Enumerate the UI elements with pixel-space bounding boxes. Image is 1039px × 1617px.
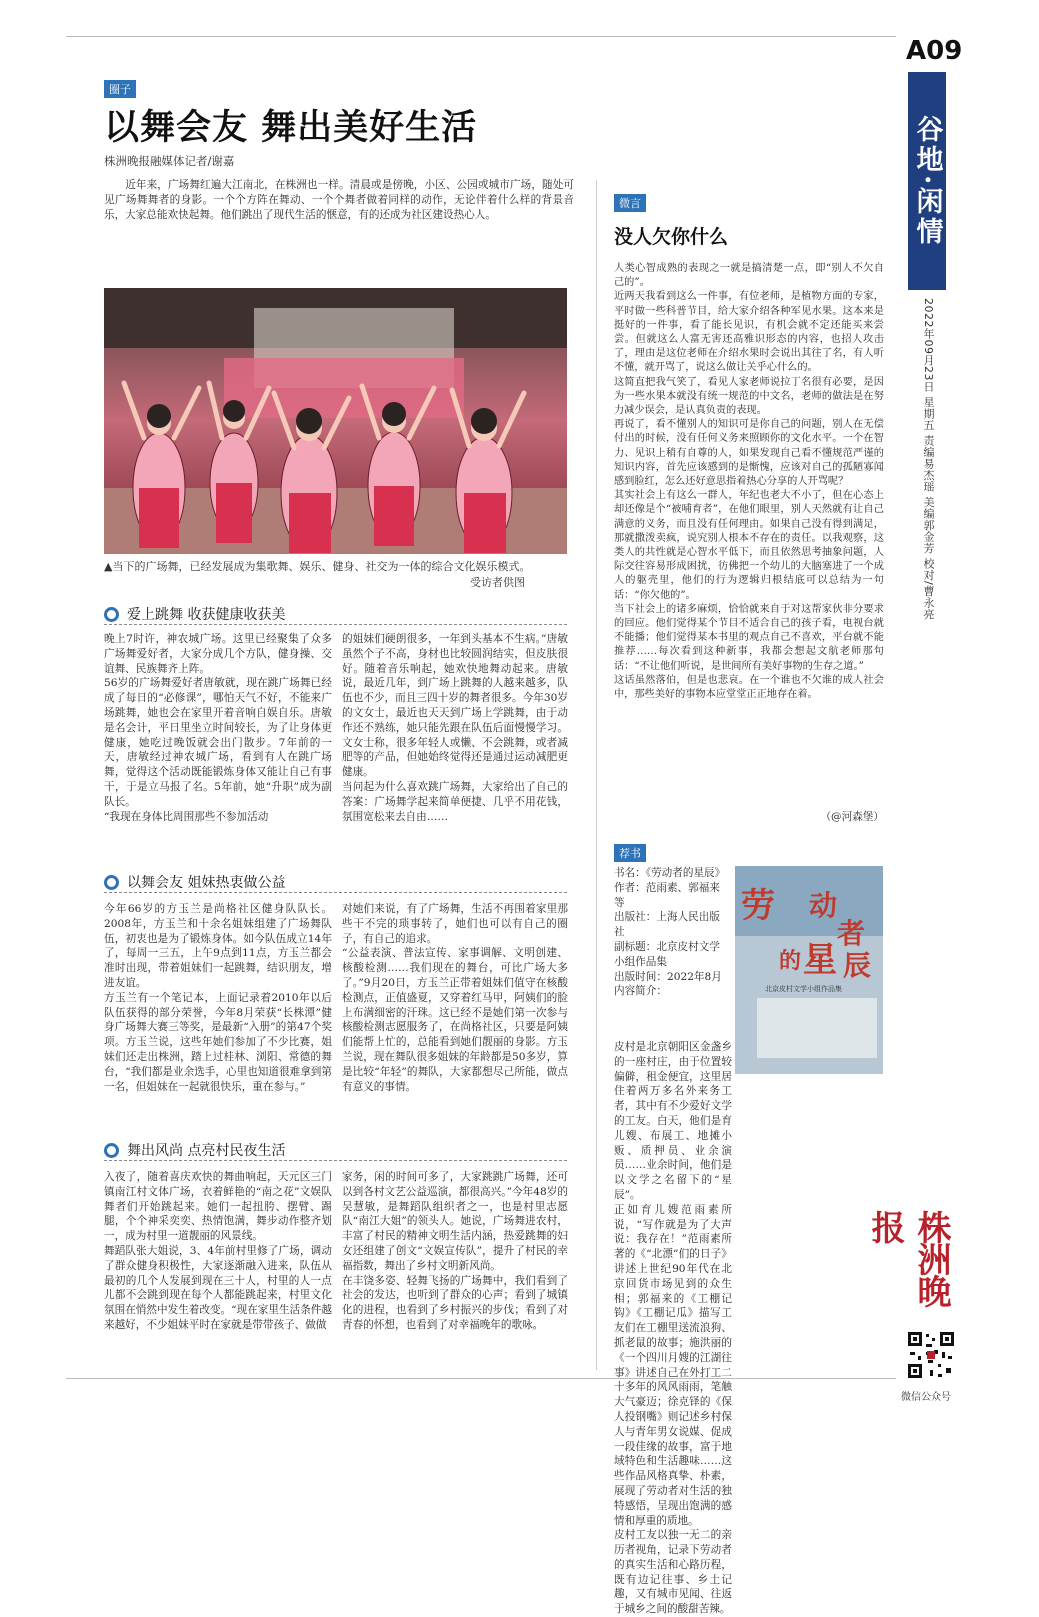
book-info-row: 副标题：北京皮村文学小组作品集 <box>614 940 720 968</box>
column-body: 人类心智成熟的表现之一就是搞清楚一点，即“别人不欠自己的”。 近两天我看到这么一件事，有位老师，是植物方面的专家，平时做一些科普节目，给大家介绍各种军见水果。这本来是挺好的一件事，看了能长见识，有机会就不定还能买来尝尝。但就这么人富无害还高雅识形态的内容，也招人攻击了，理由是这位老师在介绍水果时会说出其往了名，有人听不懂，就开骂了，说这么做让关乎心什么的。 这简直把我气笑了，看见人家老师说拉丁名很有必要，是因为一些水果本就没有统一规范的中文名，老师的做法是在努力减少误会，是认真负责的表现。 再说了，看不懂别人的知识可是你自己的问题，别人在无偿付出的时候，没有任何义务来照顾你的文化水平。一个在智力、见识上稍有自尊的人，如果发现自己看不懂规范严谨的知识内容，首先应该感到的是惭愧，应该对自己的孤陋寡闻感到脸红，怎么还好意思指着热心分享的人开骂呢？ 其实社会上有这么一群人，年纪也老大不小了，但在心态上却还像是个“被哺育者”，在他们眼里，别人天然就有让自己满意的义务，而且没有任何理由。如果自己没有得到满足，那就撒泼卖疯，说究别人根本不存在的责任。以我观察，这类人的共性就是心智水平低下，而且依然思考抽象问题，人际交往容易形成困扰，彷佛把一个幼儿的大脑塞进了一个成人的躯壳里，他们的行为逻辑归根结底可以总结为一句话：“你欠他的”。 当下社会上的诸多麻烦，恰恰就来自于对这帮家伙非分要求的回应。他们觉得某个节目不适合自己的孩子看，电视台就不能播；他们觉得某本书里的观点自己不喜欢，平台就不能推荐……每次看到这种新事，我都会想起文航老师那句话：“不让他们听说，是世间所有美好事物的生存之道。” 这话虽然落伯，但是也悲哀。在一个谁也不欠谁的成人社会中，那些美好的事物本应堂堂正正地存在着。 <box>614 263 884 701</box>
book-intro: 皮村是北京朝阳区金盏乡的一座村庄，由于位置较偏僻，租金便宜，这里居住着两万多名外来务工者，其中有不少爱好文学的工友。白天，他们是育儿嫂、布展工、地摊小贩、质押员、业余演员……业余时间，他们是以文学之名留下的“星辰”。 正如育儿嫂范雨素所说，“写作就是为了大声说：我存在！”范雨素所著的《“北漂”们的日子》讲述上世纪90年代在北京回货市场见到的众生相；郭福来的《工棚记钩》《工棚记瓜》描写工友们在工棚里送流浪狗、抓老鼠的故事；施洪丽的《一个四川月嫂的江湖往事》讲述自己在外打工二十多年的风风雨雨，笔触大气豪迈；徐克铎的《保人投钢嘴》则记述乡村保人与青年男女说媒、促成一段佳缘的故事，富于地域特色和生活趣味……这些作品风格真挚、朴素，展现了劳动者对生活的独特感悟，呈现出饱满的感情和厚重的质地。 皮村工友以独一无二的亲历者视角，记录下劳动者的真实生活和心路历程，既有边记往事、乡土记趣，又有城市见闻、往返于城乡之间的酸甜苦辣。 <box>614 1041 732 1616</box>
article-tag: 圈子 <box>104 78 136 98</box>
column-signature: （@河森堡） <box>820 811 884 823</box>
book-info-row: 出版社：上海人民出版社 <box>614 911 720 939</box>
bullet-dot-icon <box>104 1143 119 1158</box>
book-tag: 荐书 <box>614 842 646 862</box>
article-lead: 近年来，广场舞红遍大江南北，在株洲也一样。清晨或是傍晚，小区、公园或城市广场，随处可见广场舞舞者的身影。一个个方阵在舞动、一个个舞者做着同样的动作，无论伴着什么样的背景音乐，大家总能欢快起舞。他们跳出了现代生活的惬意，有的还成为社区建设热心人。 <box>104 179 574 221</box>
column-title: 没人欠你什么 <box>614 226 729 248</box>
dancers-illustration <box>104 288 567 554</box>
book-cover-subtitle: 北京皮村文学小组作品集 <box>765 985 842 993</box>
book-cover-char: 星 <box>803 940 837 980</box>
article-byline: 株洲晚报融媒体记者/谢嘉 <box>104 154 235 168</box>
bottom-rule <box>66 1378 896 1379</box>
article-photo <box>104 288 567 554</box>
qr-code-icon <box>906 1330 956 1380</box>
book-cover <box>735 866 883 1074</box>
photo-caption: ▲当下的广场舞，已经发展成为集歌舞、娱乐、健身、社交为一体的综合文化娱乐模式。 <box>104 560 531 573</box>
section1-col2: 的姐妹们硬朗很多，一年到头基本不生病。”唐敏虽然个子不高，身材也比较圆润结实，但皮肤很好。随着音乐响起，她欢快地舞动起来。唐敏说，最近几年，到广场上跳舞的人越来越多，队伍也不少，而且三四十岁的舞者很多。今年30岁的文女士，最近也天天到广场上学跳舞，由于动作还不熟练，她只能先跟在队伍后面慢慢学习。文女士称，很多年轻人或懒、不会跳舞，或者减肥等的产品，但她始终觉得还是通过运动减肥更健康。 当问起为什么喜欢跳广场舞，大家给出了自己的答案：广场舞学起来简单便捷、几乎不用花钱，氛围宽松来去自由…… <box>342 633 568 823</box>
column-divider <box>596 180 597 1370</box>
book-cover-char: 者 <box>837 917 866 950</box>
column-tag: 微言 <box>614 192 646 212</box>
bullet-dot-icon <box>104 875 119 890</box>
section-heading: 爱上跳舞 收获健康收获美 <box>104 604 285 624</box>
section2-col2: 对她们来说，有了广场舞，生活不再围着家里那些干不完的琐事转了，她们也可以有自己的圈子，有自己的追求。 “公益表演、普法宣传、家事调解、文明创建、核酸检测……我们现在的舞台，可比广场大多了。”9月20日，方玉兰正带着姐妹们值守在核酸检测点，正值盛夏，又穿着红马甲，阿姨们的脸上布满细密的汗珠。这已经不是她们第一次参与核酸检测志愿服务了，在尚格社区，只要是阿姨们能帮上忙的，总能看到她们靓丽的身影。方玉兰说，现在舞队很多姐妹的年龄都是50多岁，算是比较“年轻”的舞队，大家都想尽己所能，做点有意义的事情。 <box>342 903 568 1093</box>
book-info <box>614 866 730 999</box>
section3-col1: 入夜了，随着喜庆欢快的舞曲响起，天元区三门镇南江村文体广场，衣着鲜艳的“南之花”文娱队舞者们开始跳起来。她们一起扭胯、摆臂、踢腿，个个神采奕奕、热情饱满，舞步动作整齐划一，成为村里一道靓丽的风景线。 舞蹈队张大姐说，3、4年前村里修了广场，调动了群众健身积极性，大家逐渐融入进来，队伍从最初的几个人发展到现在三十人，村里的人一点儿都不会跳到现在每个人都能跳起来，村里文化氛围在悄然中发生着改变。“现在家里生活条件越来越好，不少姐妹平时在家就是带带孩子、做做 <box>104 1171 332 1331</box>
section2-col1: 今年66岁的方玉兰是尚格社区健身队队长。2008年，方玉兰和十余名姐妹组建了广场舞队伍，初衷也是为了锻炼身体。如今队伍成立14年了，每周一三五，上午9点到11点，方玉兰都会准时出现，带着姐妹们一起跳舞，结识朋友，增进友谊。 方玉兰有一个笔记本，上面记录着2010年以后队伍获得的部分荣誉，今年8月荣获“长株潭”健身广场舞大赛三等奖，是最新“入册”的第47个奖项。方玉兰说，这些年她们参加了不少比赛，姐妹们还走出株洲，踏上过桂林、浏阳、常德的舞台，“我们都是业余选手，心里也知道很难拿到第一名，但姐妹在一起就很快乐，重在参与。” <box>104 903 332 1093</box>
section1-col1: 晚上7时许，神农城广场。这里已经聚集了众多广场舞爱好者，大家分成几个方队，健身操、交谊舞、民族舞齐上阵。 56岁的广场舞爱好者唐敏就，现在跳广场舞已经成了每日的“必修课”，哪怕天气不好，不能来广场跳舞，她也会在家里开着音响自娱自乐。唐敏是名会计，平日里坐立时间较长，为了让身体更健康，她吃过晚饭就会出门散步。7年前的一天，唐敏经过神农城广场，看到有人在跳广场舞，觉得这个活动既能锻炼身体又能让自己有事干，于是立马报了名。5年前，她“升职”成为副队长。 “我现在身体比周围那些不参加活动 <box>104 633 332 823</box>
newspaper-logo: 株洲晚报 <box>865 1210 951 1306</box>
book-info-row: 作者：范雨素、郭福来 等 <box>614 881 720 909</box>
book-info-row: 内容简介： <box>614 985 667 998</box>
book-cover-char: 辰 <box>843 949 872 982</box>
section-heading: 以舞会友 姐妹热衷做公益 <box>104 872 285 892</box>
page-number: A09 <box>906 36 963 66</box>
article-headline: 以舞会友 舞出美好生活 <box>104 108 478 148</box>
book-info-row: 出版时间：2022年8月 <box>614 970 722 983</box>
bullet-dot-icon <box>104 607 119 622</box>
top-rule <box>66 36 896 37</box>
book-info-row: 书名：《劳动者的星辰》 <box>614 867 726 879</box>
book-cover-char: 的 <box>779 949 802 974</box>
section-heading: 舞出风尚 点亮村民夜生活 <box>104 1140 285 1160</box>
section-divider <box>104 1160 567 1161</box>
section-divider <box>104 892 567 893</box>
book-cover-char: 劳 <box>741 886 775 926</box>
page-meta-line: 2022年09月23日 星期五 责编易杰瑶 美编郭金芳 校对/曹永亮 <box>922 298 935 620</box>
section3-col2: 家务，闲的时间可多了，大家跳跳广场舞，还可以到各村文艺公益巡演，都很高兴。”今年48岁的吴慧敏，是舞蹈队组织者之一，也是村里志愿队“南江大姐”的领头人。她说，广场舞进农村，丰富了村民的精神文明生活内涵，热爱跳舞的妇女还组建了创文“文娱宣传队”，提升了村民的幸福指数，舞出了乡村文明新风尚。 在丰饶多姿、轻舞飞扬的广场舞中，我们看到了社会的发达，也听到了群众的心声；看到了城镇化的进程，也看到了乡村振兴的步伐；看到了对青春的怀想，也看到了对幸福晚年的歌咏。 <box>342 1171 568 1331</box>
qr-code[interactable] <box>906 1330 956 1380</box>
qr-label: 微信公众号 <box>901 1392 951 1403</box>
section-banner: 谷地·闲情 <box>908 72 946 290</box>
section-divider <box>104 624 567 625</box>
photo-credit: 受访者供图 <box>470 576 525 589</box>
book-cover-char: 动 <box>809 889 838 922</box>
